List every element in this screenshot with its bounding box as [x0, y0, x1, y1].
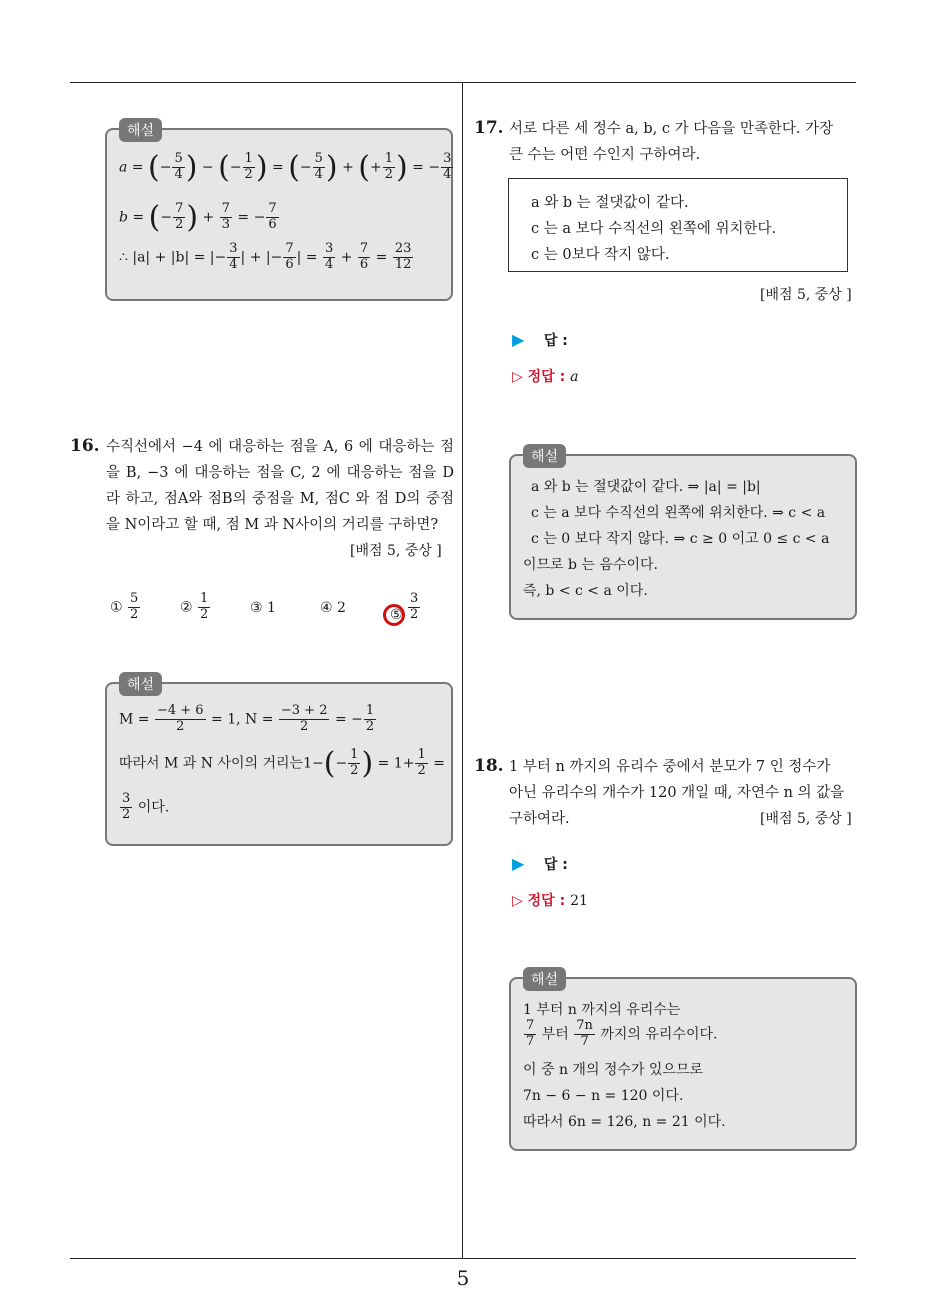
condition-2: c 는 a 보다 수직선의 왼쪽에 위치한다. — [531, 221, 777, 237]
solution-tag: 해설 — [523, 967, 566, 991]
q16-number: 16. — [70, 436, 100, 456]
bottom-rule — [70, 1258, 856, 1259]
q15-sol-line-1: a = (− $\frac{5}{4}$ ) − (− $\frac{1}{2}$ ) = (− $\frac{5}{4}$ ) + (+ $\frac{1}{2}$ ) = − $\frac{3}{4}$ — [119, 150, 452, 185]
q18-sol-line-5: 따라서 6n = 126, n = 21 이다. — [523, 1114, 726, 1130]
play-triangle-icon: ▶ — [512, 330, 525, 349]
q17-answer-row — [512, 330, 568, 350]
condition-3: c 는 0보다 작지 않다. — [531, 247, 670, 263]
q15-sol-line-2: b = (− $\frac{7}{2}$ ) + $\frac{7}{3}$ = − $\frac{7}{6}$ — [119, 200, 277, 235]
q18-number: 18. — [474, 756, 504, 776]
column-divider — [462, 83, 463, 1258]
q16-sol-line-1: M = $\frac{-4 + 6}{2}$ = 1, N = $\frac{-3 + 2}{2}$ = − $\frac{1}{2}$ — [119, 703, 375, 734]
q17-sol-line-3: c 는 0 보다 작지 않다. ⇒ c ≥ 0 이고 0 ≤ c < a — [531, 531, 830, 547]
play-triangle-icon: ▶ — [512, 854, 525, 873]
q16-sol-line-2: 따라서 M 과 N 사이의 거리는1−(− $\frac{1}{2}$ ) = 1+ $\frac{1}{2}$ = — [119, 746, 445, 781]
correct-value: 21 — [570, 893, 588, 909]
q17-score: [배점 5, 중상 ] — [760, 287, 852, 303]
q17-correct-row — [512, 366, 578, 386]
q17-sol-line-2: c 는 a 보다 수직선의 왼쪽에 위치한다. ⇒ c < a — [531, 505, 826, 521]
choice-2[interactable]: ② $\frac{1}{2}$ — [180, 591, 209, 622]
q17-condition-box — [508, 178, 848, 272]
q18-line-1: 1 부터 n 까지의 유리수 중에서 분모가 7 인 정수가 — [509, 759, 831, 775]
q16-solution-box — [105, 677, 453, 846]
correct-label: 정답 : — [527, 369, 566, 385]
condition-1: a 와 b 는 절댓값이 같다. — [531, 195, 689, 211]
q15-sol-line-3: ∴ |a| + |b| = |− $\frac{3}{4}$ | + |− $\frac{7}{6}$ | = $\frac{3}{4}$ + $\frac{7}{6}$ = $\frac{23}{12}$ — [119, 241, 412, 272]
q18-answer-row — [512, 854, 568, 874]
q17-line-2: 큰 수는 어떤 수인지 구하여라. — [509, 147, 701, 163]
q18-solution-box — [509, 972, 857, 1151]
top-rule — [70, 82, 856, 83]
q15-solution-box — [105, 123, 453, 301]
q16-score: [배점 5, 중상 ] — [350, 543, 442, 559]
q18-line-2: 아닌 유리수의 개수가 120 개일 때, 자연수 n 의 값을 — [509, 785, 845, 801]
q17-sol-line-1: a 와 b 는 절댓값이 같다. ⇒ |a| = |b| — [531, 479, 761, 495]
solution-tag: 해설 — [119, 672, 162, 696]
choice-3[interactable]: ③ 1 — [250, 600, 276, 616]
outline-triangle-icon: ▷ — [512, 893, 523, 909]
q18-sol-line-1: 1 부터 n 까지의 유리수는 — [523, 1002, 681, 1018]
choice-1[interactable]: ① $\frac{5}{2}$ — [110, 591, 139, 622]
q16-text: 수직선에서 −4 에 대응하는 점을 A, 6 에 대응하는 점을 B, −3 에 대응하는 점을 C, 2 에 대응하는 점을 D 라 하고, 점A와 점B의 중점을 M, 점C 와 점 D의 중점을 N이라고 할 때, 점 M 과 N사이의 거리를 구하면? — [106, 439, 454, 533]
answer-label: 답 : — [543, 333, 568, 349]
q18-score: [배점 5, 중상 ] — [760, 811, 852, 827]
q16-sol-line-3: $\frac{3}{2}$ 이다. — [122, 791, 170, 822]
outline-triangle-icon: ▷ — [512, 369, 523, 385]
q18-sol-line-3: 이 중 n 개의 정수가 있으므로 — [523, 1062, 704, 1078]
q18-sol-line-2: $\frac{7}{7}$ 부터 $\frac{7n}{7}$ 까지의 유리수이다. — [526, 1018, 718, 1049]
page-number: 5 — [456, 1266, 470, 1290]
choice-4[interactable]: ④ 2 — [320, 600, 346, 616]
solution-tag: 해설 — [523, 444, 566, 468]
q17-sol-line-4: 이므로 b 는 음수이다. — [523, 557, 658, 573]
q17-sol-line-5: 즉, b < c < a 이다. — [523, 583, 648, 599]
q17-line-1: 서로 다른 세 정수 a, b, c 가 다음을 만족한다. 가장 — [509, 121, 834, 137]
q18-correct-row — [512, 890, 588, 910]
choice-5[interactable]: ⑤ $\frac{3}{2}$ — [390, 592, 421, 623]
q17-solution-box — [509, 449, 857, 620]
q18-sol-line-4: 7n − 6 − n = 120 이다. — [523, 1088, 684, 1104]
solution-tag: 해설 — [119, 118, 162, 142]
correct-label: 정답 : — [527, 893, 566, 909]
q17-number: 17. — [474, 118, 504, 138]
q18-line-3: 구하여라. — [509, 811, 570, 827]
correct-value: a — [570, 369, 579, 385]
answer-label: 답 : — [543, 857, 568, 873]
